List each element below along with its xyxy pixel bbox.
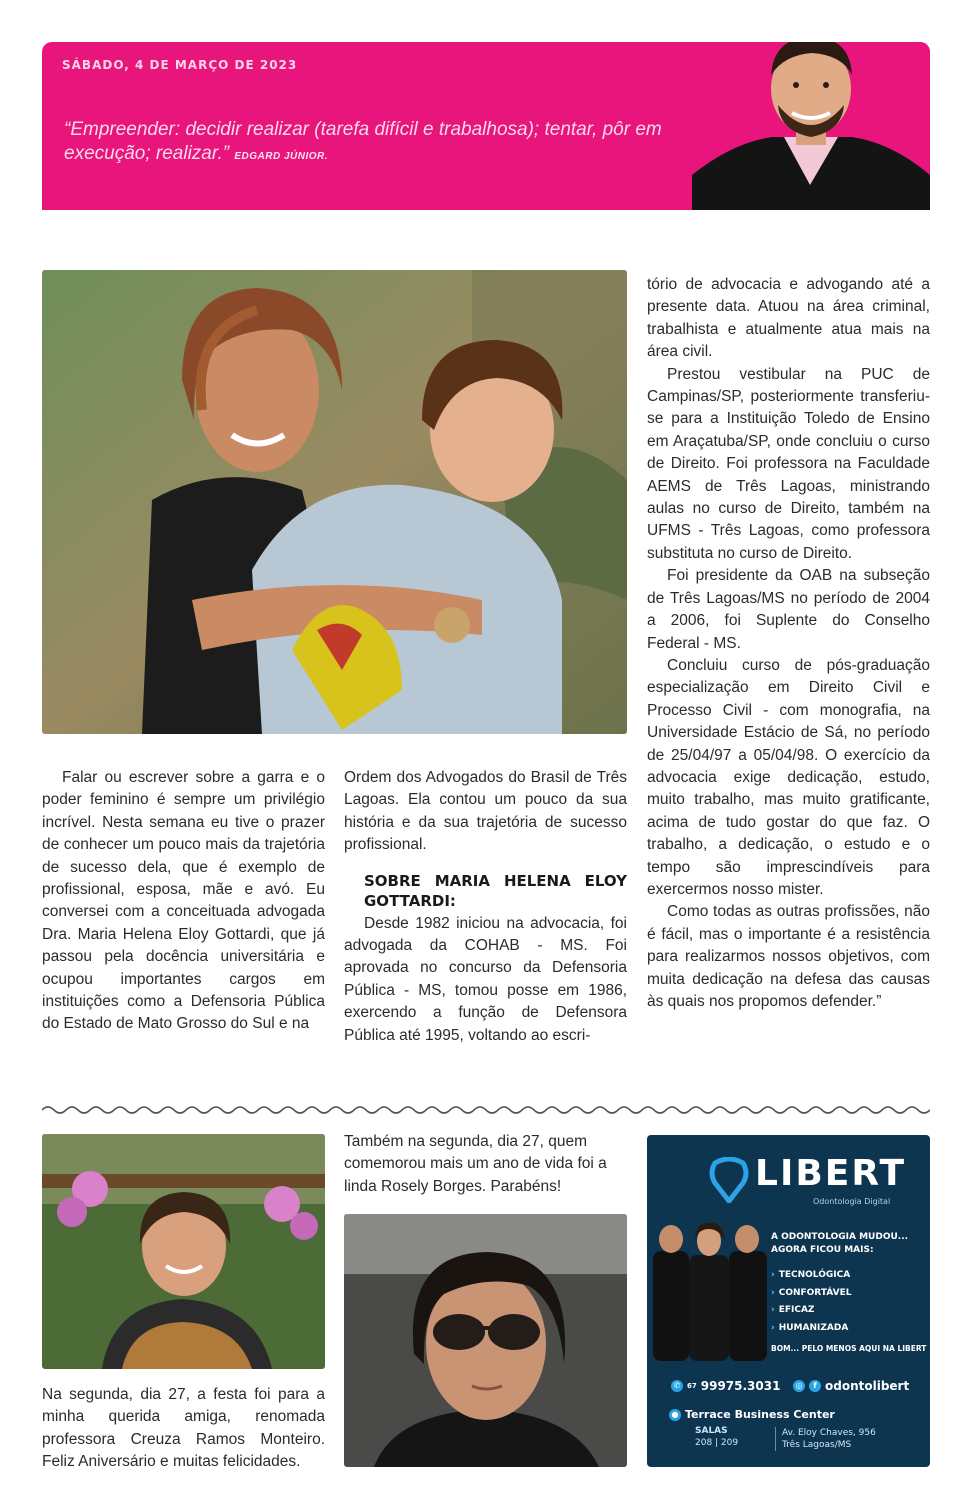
ad-location xyxy=(669,1408,835,1421)
ad-tagline: BOM... PELO MENOS AQUI NA LIBERT xyxy=(771,1344,927,1353)
article-subheading: SOBRE MARIA HELENA ELOY GOTTARDI: xyxy=(364,871,627,910)
article-paragraph: Prestou vestibular na PUC de Campinas/SP, posteriormente transferiu-se para a Instituição Toledo de Ensino em Araçatuba/SP, onde concluiu o curso de Direito. Foi professora na Faculdade AEMS de Três Lagoas, ministrando aulas no curso de Direito, também na UFMS - Três Lagoas, como professora substituta no curso de Direito. xyxy=(647,365,930,562)
photo-grandmother-and-grandson xyxy=(42,270,627,734)
ad-feature-item: › EFICAZ xyxy=(771,1302,851,1320)
photo-rosely-borges xyxy=(344,1214,627,1467)
ad-feature-list xyxy=(771,1267,851,1337)
ad-rooms-label: SALAS xyxy=(695,1426,728,1436)
photo-creuza-ramos-monteiro xyxy=(42,1134,325,1369)
birthday-caption-1: Na segunda, dia 27, a festa foi para a minha querida amiga, renomada professora Creuza Ramos Monteiro. Feliz Aniversário e muitas felicidades. xyxy=(42,1386,325,1471)
article-paragraph: tório de advocacia e advogando até a presente data. Atuou na área criminal, trabalhista e atualmente atua mais na área civil. xyxy=(647,276,930,361)
ad-rooms: 208 | 209 xyxy=(695,1438,739,1448)
business-center-name: Terrace Business Center xyxy=(685,1408,835,1421)
libert-advertisement[interactable] xyxy=(647,1135,930,1467)
article-paragraph: Ordem dos Advogados do Brasil de Três Lagoas. Ela contou um pouco da sua história e da sua trajetória de sucesso profissional. xyxy=(344,769,627,854)
ad-dentists-photo xyxy=(647,1211,772,1361)
ad-feature-item: › HUMANIZADA xyxy=(771,1320,851,1338)
whatsapp-icon: ✆ xyxy=(671,1380,683,1392)
columnist-portrait xyxy=(692,42,930,210)
article-paragraph: Desde 1982 iniciou na advocacia, foi advogada da COHAB - MS. Foi aprovada no concurso da Defensoria Pública - MS, tomou posse em 1986, exercendo a função de Defensora Pública até 1995, voltando ao escri- xyxy=(344,914,627,1044)
ad-social-handle[interactable] xyxy=(793,1379,909,1393)
phone-area-code: 67 xyxy=(687,1382,697,1390)
ad-feature-item: › CONFORTÁVEL xyxy=(771,1285,851,1303)
publication-date: SÁBADO, 4 DE MARÇO DE 2023 xyxy=(62,58,298,72)
quote-text: “Empreender: decidir realizar (tarefa difícil e trabalhosa); tentar, pôr em execução; realizar.” xyxy=(64,119,662,164)
article-paragraph: Falar ou escrever sobre a garra e o poder feminino é sempre um privilégio incrível. Nesta semana eu tive o prazer de conhecer um pouco mais da trajetória de sucesso dela, que é exemplo de profissional, esposa, mãe e avó. Eu conversei com a conceituada advogada Dra. Maria Helena Eloy Gottardi, que já passou pela docência universitária e ocupou importantes cargos em instituições como a Defensoria Pública do Estado de Mato Grosso do Sul e na xyxy=(42,769,325,1033)
location-pin-icon: ● xyxy=(669,1409,681,1421)
ad-headline: A ODONTOLOGIA MUDOU... AGORA FICOU MAIS: xyxy=(771,1232,909,1255)
birthday-caption-2: Também na segunda, dia 27, quem comemorou mais um ano de vida foi a linda Rosely Borges. Parabéns! xyxy=(344,1133,607,1195)
header-quote xyxy=(64,118,664,169)
instagram-icon: ◎ xyxy=(793,1380,805,1392)
ad-phone[interactable] xyxy=(671,1379,780,1393)
facebook-icon: f xyxy=(809,1380,821,1392)
article-paragraph: Como todas as outras profissões, não é fácil, mas o importante é a resistência para realizarmos nossos objetivos, com muita dedicação na defesa das causas às quais nos propomos defender.” xyxy=(647,903,930,1010)
quote-author: EDGARD JÚNIOR. xyxy=(234,151,329,162)
ad-address-line: Três Lagoas/MS xyxy=(782,1440,852,1450)
phone-number: 99975.3031 xyxy=(700,1379,781,1393)
column-header-banner xyxy=(42,42,930,210)
article-paragraph: Concluiu curso de pós-graduação especialização em Direito Civil e Processo Civil - com monografia, na Universidade Estácio de Sá, no período de 25/04/97 a 05/04/98. O exercício da advocacia exige dedicação, estudo, muito trabalho, mas muito gratificante, acima de tudo gostar do que faz. O trabalho, a dedicação, o estudo e o tempo são imprescindíveis para exercermos nosso mister. xyxy=(647,656,930,898)
article-column-2 xyxy=(344,767,627,1047)
wavy-divider xyxy=(42,1103,930,1117)
article-paragraph: Foi presidente da OAB na subseção de Três Lagoas/MS no período de 2004 a 2006, foi Suplente do Conselho Federal - MS. xyxy=(647,567,930,652)
ad-feature-item: › TECNOLÓGICA xyxy=(771,1267,851,1285)
ad-address-line: Av. Eloy Chaves, 956 xyxy=(782,1428,876,1438)
ad-brand-name: LIBERT xyxy=(755,1153,907,1194)
article-column-1 xyxy=(42,767,325,1036)
article-column-3 xyxy=(647,274,930,1013)
ad-brand-subtitle: Odontologia Digital xyxy=(813,1197,891,1206)
tooth-logo-icon xyxy=(709,1157,749,1203)
social-handle-text: odontolibert xyxy=(825,1379,910,1393)
ad-address xyxy=(775,1427,876,1451)
